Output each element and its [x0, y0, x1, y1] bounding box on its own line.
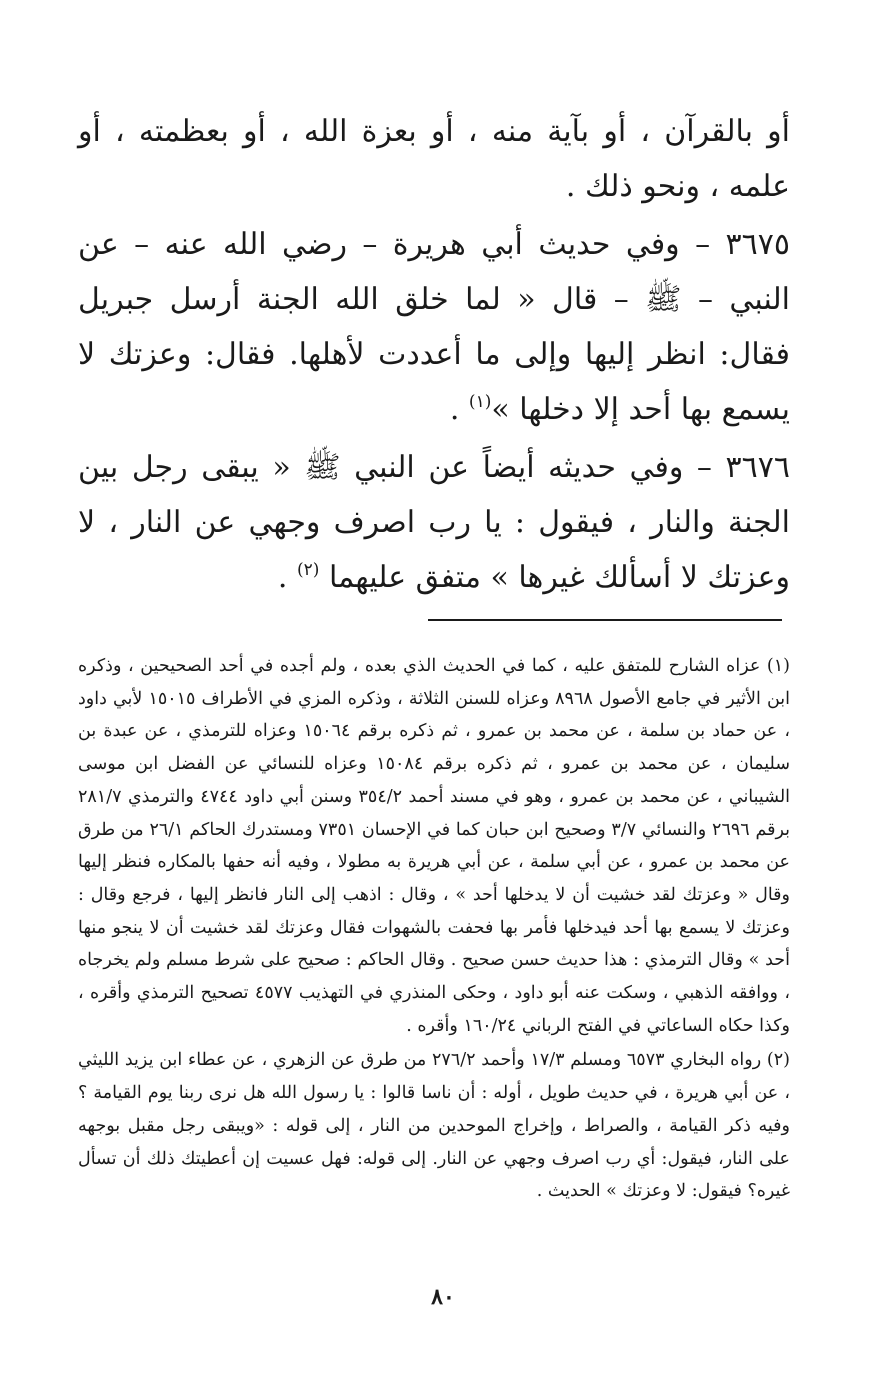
hadith-text: – وفي حديث أبي هريرة – رضي الله عنه – عن النبي – ﷺ – قال « لما خلق الله الجنة أرسل جبريل فقال: انظر إليها وإلى ما أعددت لأهلها. فقال: وعزتك لا يسمع بها أحد إلا دخلها » [78, 227, 790, 427]
hadith-3675 [78, 217, 790, 437]
hadith-3676 [78, 440, 790, 605]
footnotes-section [78, 650, 790, 1208]
hadith-number: ٣٦٧٥ [725, 227, 790, 262]
footnote-reference-1: (١) [468, 392, 492, 412]
footnote-reference-2: (٢) [296, 560, 320, 580]
footnote-1: (١) عزاه الشارح للمتفق عليه ، كما في الحديث الذي بعده ، ولم أجده في أحد الصحيحين ، وذكره ابن الأثير في جامع الأصول ٨٩٦٨ وعزاه للسنن الثلاثة ، وذكره المزي في الأطراف ١٥٠١٥ لأبي داود ، عن حماد بن سلمة ، عن محمد بن عمرو ، ثم ذكره برقم ١٥٠٦٤ وعزاه للترمذي ، عن عبدة بن سليمان ، عن محمد بن عمرو ، ثم ذكره برقم ١٥٠٨٤ وعزاه للنسائي عن الفضل ابن موسى الشيباني ، عن محمد بن عمرو ، وهو في مسند أحمد ٣٥٤/٢ وسنن أبي داود ٤٧٤٤ والترمذي ٢٨١/٧ برقم ٢٦٩٦ والنسائي ٣/٧ وصحيح ابن حبان كما في الإحسان ٧٣٥١ ومستدرك الحاكم ٢٦/١ من طرق عن محمد بن عمرو ، عن أبي سلمة ، عن أبي هريرة به مطولا ، وفيه أنه حفها بالمكاره فنظر إليها وقال « وعزتك لقد خشيت أن لا يدخلها أحد » ، وقال : اذهب إلى النار فانظر إليها ، فرجع وقال : وعزتك لا يسمع بها أحد فيدخلها فأمر بها فحفت بالشهوات فقال وعزتك لقد خشيت أن لا ينجو منها أحد » وقال الترمذي : هذا حديث حسن صحيح . وقال الحاكم : صحيح على شرط مسلم ولم يخرجاه ، ووافقه الذهبي ، وسكت عنه أبو داود ، وحكى المنذري في التهذيب ٤٥٧٧ تصحيح الترمذي وأقره ، وكذا حكاه الساعاتي في الفتح الرباني ١٦٠/٢٤ وأقره . [78, 656, 791, 1036]
hadith-text: – وفي حديثه أيضاً عن النبي ﷺ « يبقى رجل بين الجنة والنار ، فيقول : يا رب اصرف وجهي عن النار ، لا وعزتك لا أسألك غيرها » متفق عليهما [78, 450, 790, 595]
footnote-2: (٢) رواه البخاري ٦٥٧٣ ومسلم ١٧/٣ وأحمد ٢٧٦/٢ من طرق عن الزهري ، عن عطاء ابن يزيد الليثي ، عن أبي هريرة ، في حديث طويل ، أوله : أن ناسا قالوا : يا رسول الله هل نرى ربنا يوم القيامة ؟ وفيه ذكر القيامة ، والصراط ، وإخراج الموحدين من النار ، إلى قوله : «ويبقى رجل مقبل بوجهه على النار، فيقول: أي رب اصرف وجهي عن النار. إلى قوله: فهل عسيت إن أعطيتك ذلك أن تسأل غيره؟ فيقول: لا وعزتك » الحديث . [78, 1050, 790, 1202]
page-number: ٨٠ [431, 1284, 455, 1310]
main-text [78, 104, 790, 605]
continuation-text: أو بالقرآن ، أو بآية منه ، أو بعزة الله ، أو بعظمته ، أو علمه ، ونحو ذلك . [78, 114, 790, 204]
footnote-divider [428, 619, 782, 621]
hadith-end: . [277, 560, 297, 595]
hadith-number: ٣٦٧٦ [725, 450, 790, 485]
continuation-paragraph [78, 104, 790, 214]
hadith-end: . [449, 392, 469, 427]
